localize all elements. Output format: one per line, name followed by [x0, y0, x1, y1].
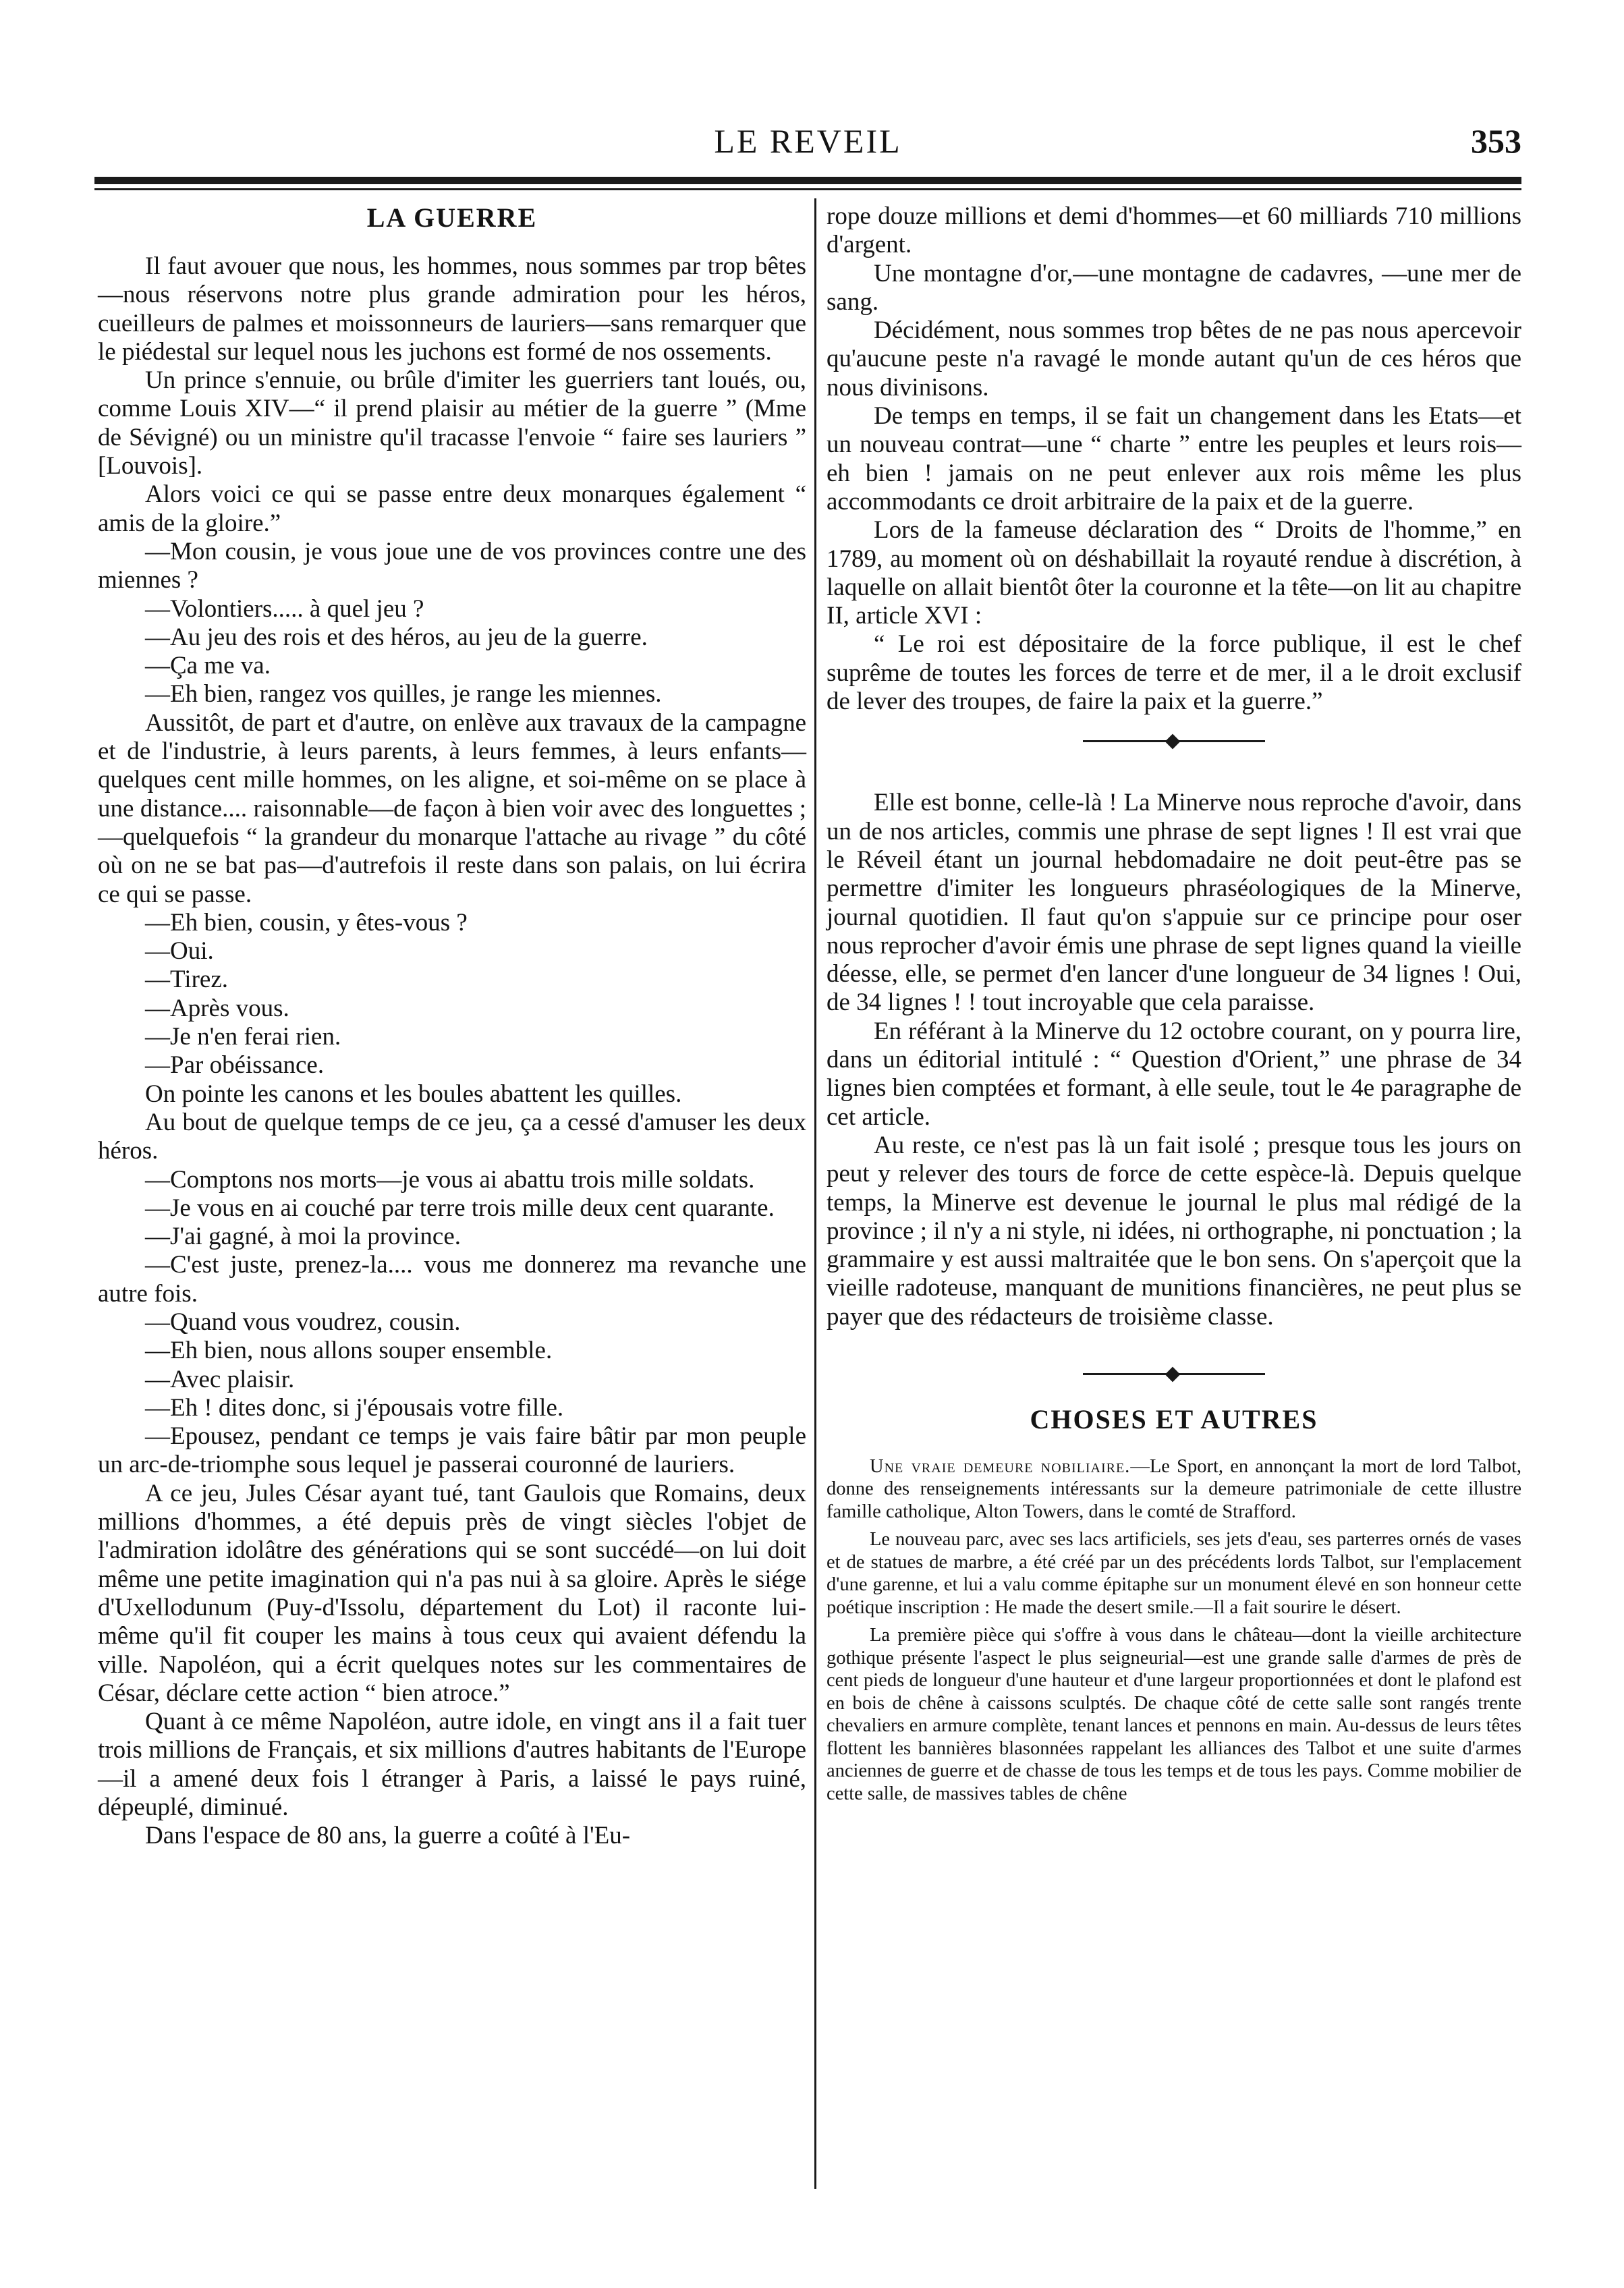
paragraph: De temps en temps, il se fait un changement dans les Etats—et un nouveau contrat—une “ charte ” entre les peuples et leurs rois—eh bien ! jamais on ne peut enlever aux rois même les plus accommodants ce droit arbitraire de la paix et de la guerre.: [827, 402, 1521, 515]
la-guerre-continuation: [827, 202, 1521, 716]
paragraph: Alors voici ce qui se passe entre deux monarques également “ amis de la gloire.”: [98, 480, 806, 537]
lead-in-text: —Le Sport, en annonçant la mort de lord Talbot, donne des renseignements intéressants sur la demeure patrimoniale de cette illustre famille catholique, Alton Towers, dans le comté de Strafford.: [827, 1455, 1521, 1522]
paragraph: —Eh bien, rangez vos quilles, je range les miennes.: [145, 680, 662, 708]
section-divider-2: [1083, 1364, 1265, 1384]
paragraph: Une montagne d'or,—une montagne de cadavres, —une mer de sang.: [827, 259, 1521, 316]
column-divider: [814, 198, 816, 2189]
section-divider: [1083, 731, 1265, 751]
paragraph: A ce jeu, Jules César ayant tué, tant Gaulois que Romains, deux millions d'hommes, a été depuis près de vingt siècles l'objet de l'admiration idolâtre des générations qui se sont succédé—on lui doit même une petite imagination qui n'a pas nui à sa gloire. Après le siége d'Uxellodunum (Puy-d'Issolu, département du Lot) il raconte lui-même qu'il fit couper les mains à tous ceux qui avaient défendu la ville. Napoléon, qui a écrit quelques notes sur les commentaires de César, déclare cette action “ bien atroce.”: [98, 1479, 806, 1707]
paragraph: Lors de la fameuse déclaration des “ Droits de l'homme,” en 1789, au moment où on déshabillait la royauté rendue à discrétion, à laquelle on allait bientôt ôter la couronne et la tête—on lit au chapitre II, article XVI :: [827, 516, 1521, 630]
right-column: [827, 202, 1521, 1810]
lead-in-title: Une vraie demeure nobiliaire.: [870, 1455, 1131, 1477]
article-heading-la-guerre: LA GUERRE: [366, 202, 538, 233]
paragraph: —Ça me va.: [145, 652, 271, 680]
paragraph: —Par obéissance.: [145, 1051, 325, 1080]
paragraph: rope douze millions et demi d'hommes—et 60 milliards 710 millions d'argent.: [827, 202, 1521, 259]
paragraph: —Oui.: [145, 937, 214, 966]
paragraph: On pointe les canons et les boules abattent les quilles.: [145, 1080, 682, 1108]
small-paragraph: [827, 1455, 1521, 1524]
paragraph: Un prince s'ennuie, ou brûle d'imiter les guerriers tant loués, ou, comme Louis XIV—“ il prend plaisir au métier de la guerre ” (Mme de Sévigné) ou un ministre qu'il tracasse l'envoie “ faire ses lauriers ” [Louvois].: [98, 366, 806, 480]
paragraph: Au reste, ce n'est pas là un fait isolé ; presque tous les jours on peut y relever des tours de force de cette espèce-là. Depuis quelque temps, la Minerve est devenue le journal le plus mal rédigé de la province ; il n'y a ni style, ni idées, ni orthographe, ni ponctuation ; la grammaire y est aussi maltraitée que le bon sens. On s'aperçoit que la vieille radoteuse, manquant de munitions financières, ne peut plus se payer que des rédacteurs de troisième classe.: [827, 1131, 1521, 1331]
paragraph: Quant à ce même Napoléon, autre idole, en vingt ans il a fait tuer trois millions de Français, et six millions d'autres habitants de l'Europe—il a amené deux fois l étranger à Paris, a laissé le pays ruiné, dépeuplé, diminué.: [98, 1708, 806, 1822]
paragraph: “ Le roi est dépositaire de la force publique, il est le chef suprême de toutes les forces de terre et de mer, il a le droit exclusif de lever des troupes, de faire la paix et la guerre.”: [827, 630, 1521, 716]
paragraph: Le nouveau parc, avec ses lacs artificiels, ses jets d'eau, ses parterres ornés de vases et de statues de marbre, a été créé par un des précédents lords Talbot, sur l'emplacement d'une garenne, et lui a valu comme épitaphe sur un monument élevé en son honneur cette poétique inscription : He made the desert smile.—Il a fait sourire le désert.: [827, 1529, 1521, 1618]
paragraph: Il faut avouer que nous, les hommes, nous sommes par trop bêtes—nous réservons notre plus grande admiration pour les héros, cueilleurs de palmes et moissonneurs de lauriers—sans remarquer que le piédestal sur lequel nous les juchons est formé de nos ossements.: [98, 252, 806, 366]
paragraph: Décidément, nous sommes trop bêtes de ne pas nous apercevoir qu'aucune peste n'a ravagé le monde autant qu'un de ces héros que nous divinisons.: [827, 316, 1521, 401]
paragraph: —C'est juste, prenez-la.... vous me donnerez ma revanche une autre fois.: [98, 1251, 806, 1308]
paragraph: —Eh ! dites donc, si j'épousais votre fille.: [145, 1393, 564, 1422]
paragraph: —Volontiers..... à quel jeu ?: [145, 594, 424, 623]
header-rule-thick: [94, 177, 1521, 184]
paragraph: Elle est bonne, celle-là ! La Minerve nous reproche d'avoir, dans un de nos articles, commis une phrase de sept lignes ! Il est vrai que le Réveil étant un journal hebdomadaire ne doit peut-être pas se permettre d'imiter les longueurs phraséologiques de la Minerve, journal quotidien. Il faut qu'on s'appuie sur ce principe pour oser nous reprocher d'avoir émis une phrase de sept lignes quand la vieille déesse, elle, se permet d'en lancer d'une longueur de 34 lignes ! Oui, de 34 lignes ! ! tout incroyable que cela paraisse.: [827, 789, 1521, 1017]
paragraph: Aussitôt, de part et d'autre, on enlève aux travaux de la campagne et de l'industrie, à leurs parents, à leurs femmes, à leurs enfants—quelques cent mille hommes, on les aligne, et soi-même on se place à une distance.... raisonnable—de façon à bien voir avec des longuettes ;—quelquefois “ la grandeur du monarque l'attache au rivage ” du côté où on ne se bat pas—d'autrefois il reste dans son palais, on lui écrira ce qui se passe.: [98, 708, 806, 908]
paragraph: —Eh bien, nous allons souper ensemble.: [145, 1337, 553, 1365]
paragraph: —Quand vous voudrez, cousin.: [145, 1308, 461, 1336]
paragraph: La première pièce qui s'offre à vous dans le château—dont la vieille architecture gothique présente l'aspect le plus seigneurial—est une grande salle d'armes de près de cent pieds de longueur d'une hauteur et d'une largeur proportionnées et dont le plafond est en bois de chêne à caissons sculptés. De chaque côté de cette salle sont rangés trente chevaliers en armure complète, tenant lances et pennons en main. Au-dessus de leurs têtes flottent les bannières blasonnées rappelant les alliances des Talbot et une suite d'armes anciennes de guerre et de chasse de tous les temps et de tous les pays. Comme mobilier de cette salle, de massives tables de chêne: [827, 1625, 1521, 1804]
la-guerre-article: [98, 252, 806, 1851]
paragraph: —Je n'en ferai rien.: [145, 1023, 341, 1051]
paragraph: —Comptons nos morts—je vous ai abattu trois mille soldats.: [145, 1165, 755, 1194]
paragraph: —Epousez, pendant ce temps je vais faire bâtir par mon peuple un arc-de-triomphe sous lequel je passerai couronné de lauriers.: [98, 1422, 806, 1479]
paragraph: —Avec plaisir.: [145, 1365, 295, 1393]
minerve-article: [827, 789, 1521, 1331]
paragraph: —Tirez.: [145, 966, 228, 994]
page-number: 353: [1471, 122, 1521, 160]
paragraph: —J'ai gagné, à moi la province.: [145, 1223, 461, 1251]
choses-et-autres-article: [827, 1455, 1521, 1806]
left-column: [98, 202, 806, 1851]
journal-title: LE REVEIL: [714, 122, 902, 160]
header-rule-thin: [94, 188, 1521, 190]
paragraph: —Après vous.: [145, 994, 289, 1022]
paragraph: Dans l'espace de 80 ans, la guerre a coûté à l'Eu-: [145, 1822, 631, 1850]
article-heading-choses-et-autres: CHOSES ET AUTRES: [1030, 1403, 1318, 1434]
paragraph: —Au jeu des rois et des héros, au jeu de la guerre.: [145, 623, 648, 651]
paragraph: Au bout de quelque temps de ce jeu, ça a cessé d'amuser les deux héros.: [98, 1108, 806, 1165]
paragraph: —Mon cousin, je vous joue une de vos provinces contre une des miennes ?: [98, 537, 806, 594]
paragraph: —Je vous en ai couché par terre trois mille deux cent quarante.: [145, 1194, 775, 1222]
running-header: [94, 119, 1521, 166]
paragraph: —Eh bien, cousin, y êtes-vous ?: [145, 908, 468, 937]
paragraph: En référant à la Minerve du 12 octobre courant, on y pourra lire, dans un éditorial intitulé : “ Question d'Orient,” une phrase de 34 lignes bien comptées et formant, à elle seule, tout le 4e paragraphe de cet article.: [827, 1017, 1521, 1131]
